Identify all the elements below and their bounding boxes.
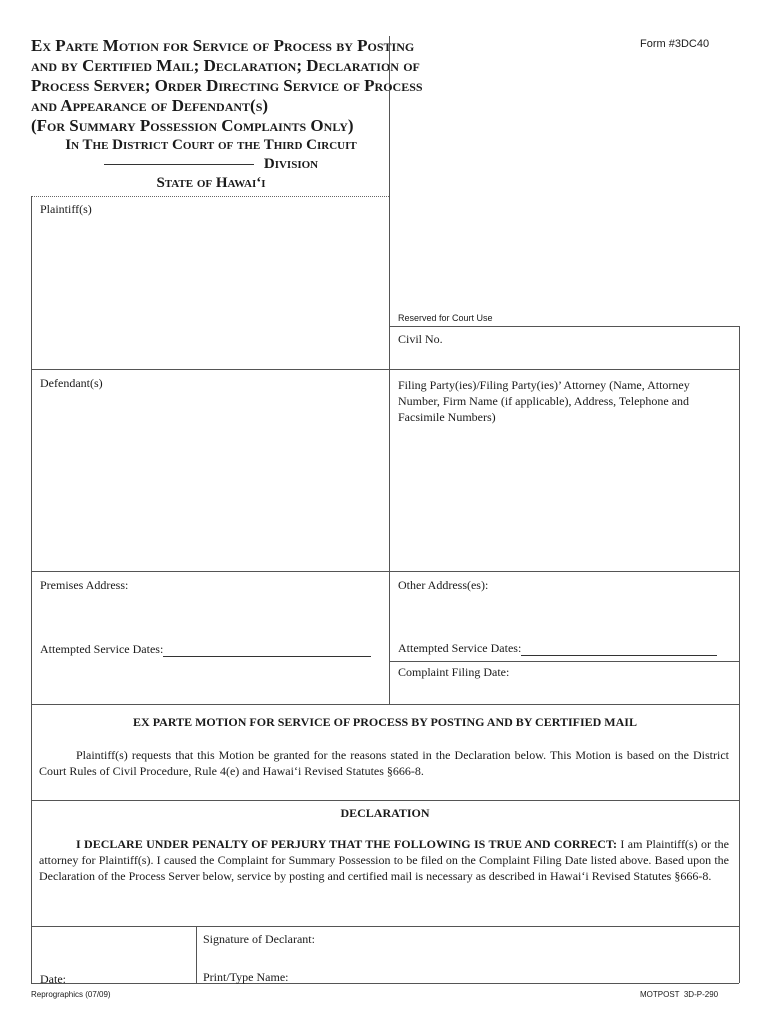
attempted-service-left <box>40 642 371 657</box>
footer-right: MOTPOST 3D-P-290 <box>640 990 719 999</box>
filing-date-top-line <box>389 661 739 662</box>
footer-left: Reprographics (07/09) <box>31 990 111 999</box>
title-line-4: and Appearance of Defendant(s) <box>31 96 269 115</box>
center-divider <box>389 36 390 704</box>
left-border-lower <box>31 704 32 983</box>
title-line-1: Ex Parte Motion for Service of Process by Posting <box>31 36 415 55</box>
signature-top-line <box>31 926 739 927</box>
plaintiffs-label: Plaintiff(s) <box>40 202 92 216</box>
division-label: Division <box>263 156 319 172</box>
title-line-2: and by Certified Mail; Declaration; Declaration of <box>31 56 420 75</box>
defendants-field[interactable] <box>40 390 380 565</box>
attempted-service-right-input[interactable] <box>521 643 717 656</box>
left-border-upper <box>31 196 32 704</box>
reserved-label: Reserved for Court Use <box>398 313 493 323</box>
filing-party-line-3: Facsimile Numbers) <box>398 410 496 424</box>
right-border-upper <box>739 326 740 704</box>
premises-top-line <box>31 571 739 572</box>
division-blank[interactable] <box>104 164 254 165</box>
caption-divider <box>31 196 389 197</box>
signature-divider <box>196 926 197 983</box>
motion-top-line <box>31 704 739 705</box>
motion-text: Plaintiff(s) requests that this Motion be granted for the reasons stated in the Declaration below. This Motion is based on the District Court Rules of Civil Procedure, Rule 4(e) and Hawai‘i Revised Statutes §666-8. <box>39 748 729 778</box>
state-name: State of Hawai‘i <box>156 175 266 191</box>
premises-address-label: Premises Address: <box>40 578 129 592</box>
court-name: In The District Court of the Third Circuit <box>65 137 357 153</box>
other-addresses-label: Other Address(es): <box>398 578 489 592</box>
form-number: Form #3DC40 <box>640 38 710 50</box>
form-title <box>31 36 461 136</box>
filing-party-line-1: Filing Party(ies)/Filing Party(ies)’ Attorney (Name, Attorney <box>398 378 690 392</box>
print-name-label: Print/Type Name: <box>203 970 289 984</box>
civil-no-top-line <box>389 326 739 327</box>
filing-party-label <box>398 377 733 425</box>
title-line-3: Process Server; Order Directing Service of Process <box>31 76 423 95</box>
complaint-filing-date-label: Complaint Filing Date: <box>398 665 510 679</box>
declaration-top-line <box>31 800 739 801</box>
defendants-label: Defendant(s) <box>40 376 103 390</box>
attempted-service-right <box>398 641 717 656</box>
declaration-heading: DECLARATION <box>340 806 430 820</box>
signature-label: Signature of Declarant: <box>203 932 315 946</box>
filing-party-line-2: Number, Firm Name (if applicable), Address, Telephone and <box>398 394 690 408</box>
court-heading <box>31 136 391 193</box>
defendant-top-line <box>31 369 739 370</box>
declaration-oath: I DECLARE UNDER PENALTY OF PERJURY THAT THE FOLLOWING IS TRUE AND CORRECT: <box>76 837 618 851</box>
division-line <box>31 155 391 174</box>
declaration-text <box>39 836 729 884</box>
attempted-service-left-input[interactable] <box>163 644 371 657</box>
form-bottom-line <box>31 983 739 984</box>
date-label: Date: <box>40 972 66 986</box>
civil-no-label: Civil No. <box>398 332 443 346</box>
declaration-body: I am Plaintiff(s) or the attorney for Plaintiff(s). I caused the Complaint for Summary Possession to be filed on the Complaint Filing Date listed above. Based upon the Declaration of the Process Server below, service by posting and certified mail is necessary as described in Hawai‘i Revised Statutes §666-8. <box>39 837 729 883</box>
plaintiffs-field[interactable] <box>40 214 380 364</box>
right-border-lower <box>739 704 740 983</box>
attempted-service-right-label: Attempted Service Dates: <box>398 641 522 655</box>
title-line-5: (For Summary Possession Complaints Only) <box>31 116 354 135</box>
motion-heading: EX PARTE MOTION FOR SERVICE OF PROCESS BY POSTING AND BY CERTIFIED MAIL <box>133 715 637 729</box>
attempted-service-left-label: Attempted Service Dates: <box>40 642 164 656</box>
